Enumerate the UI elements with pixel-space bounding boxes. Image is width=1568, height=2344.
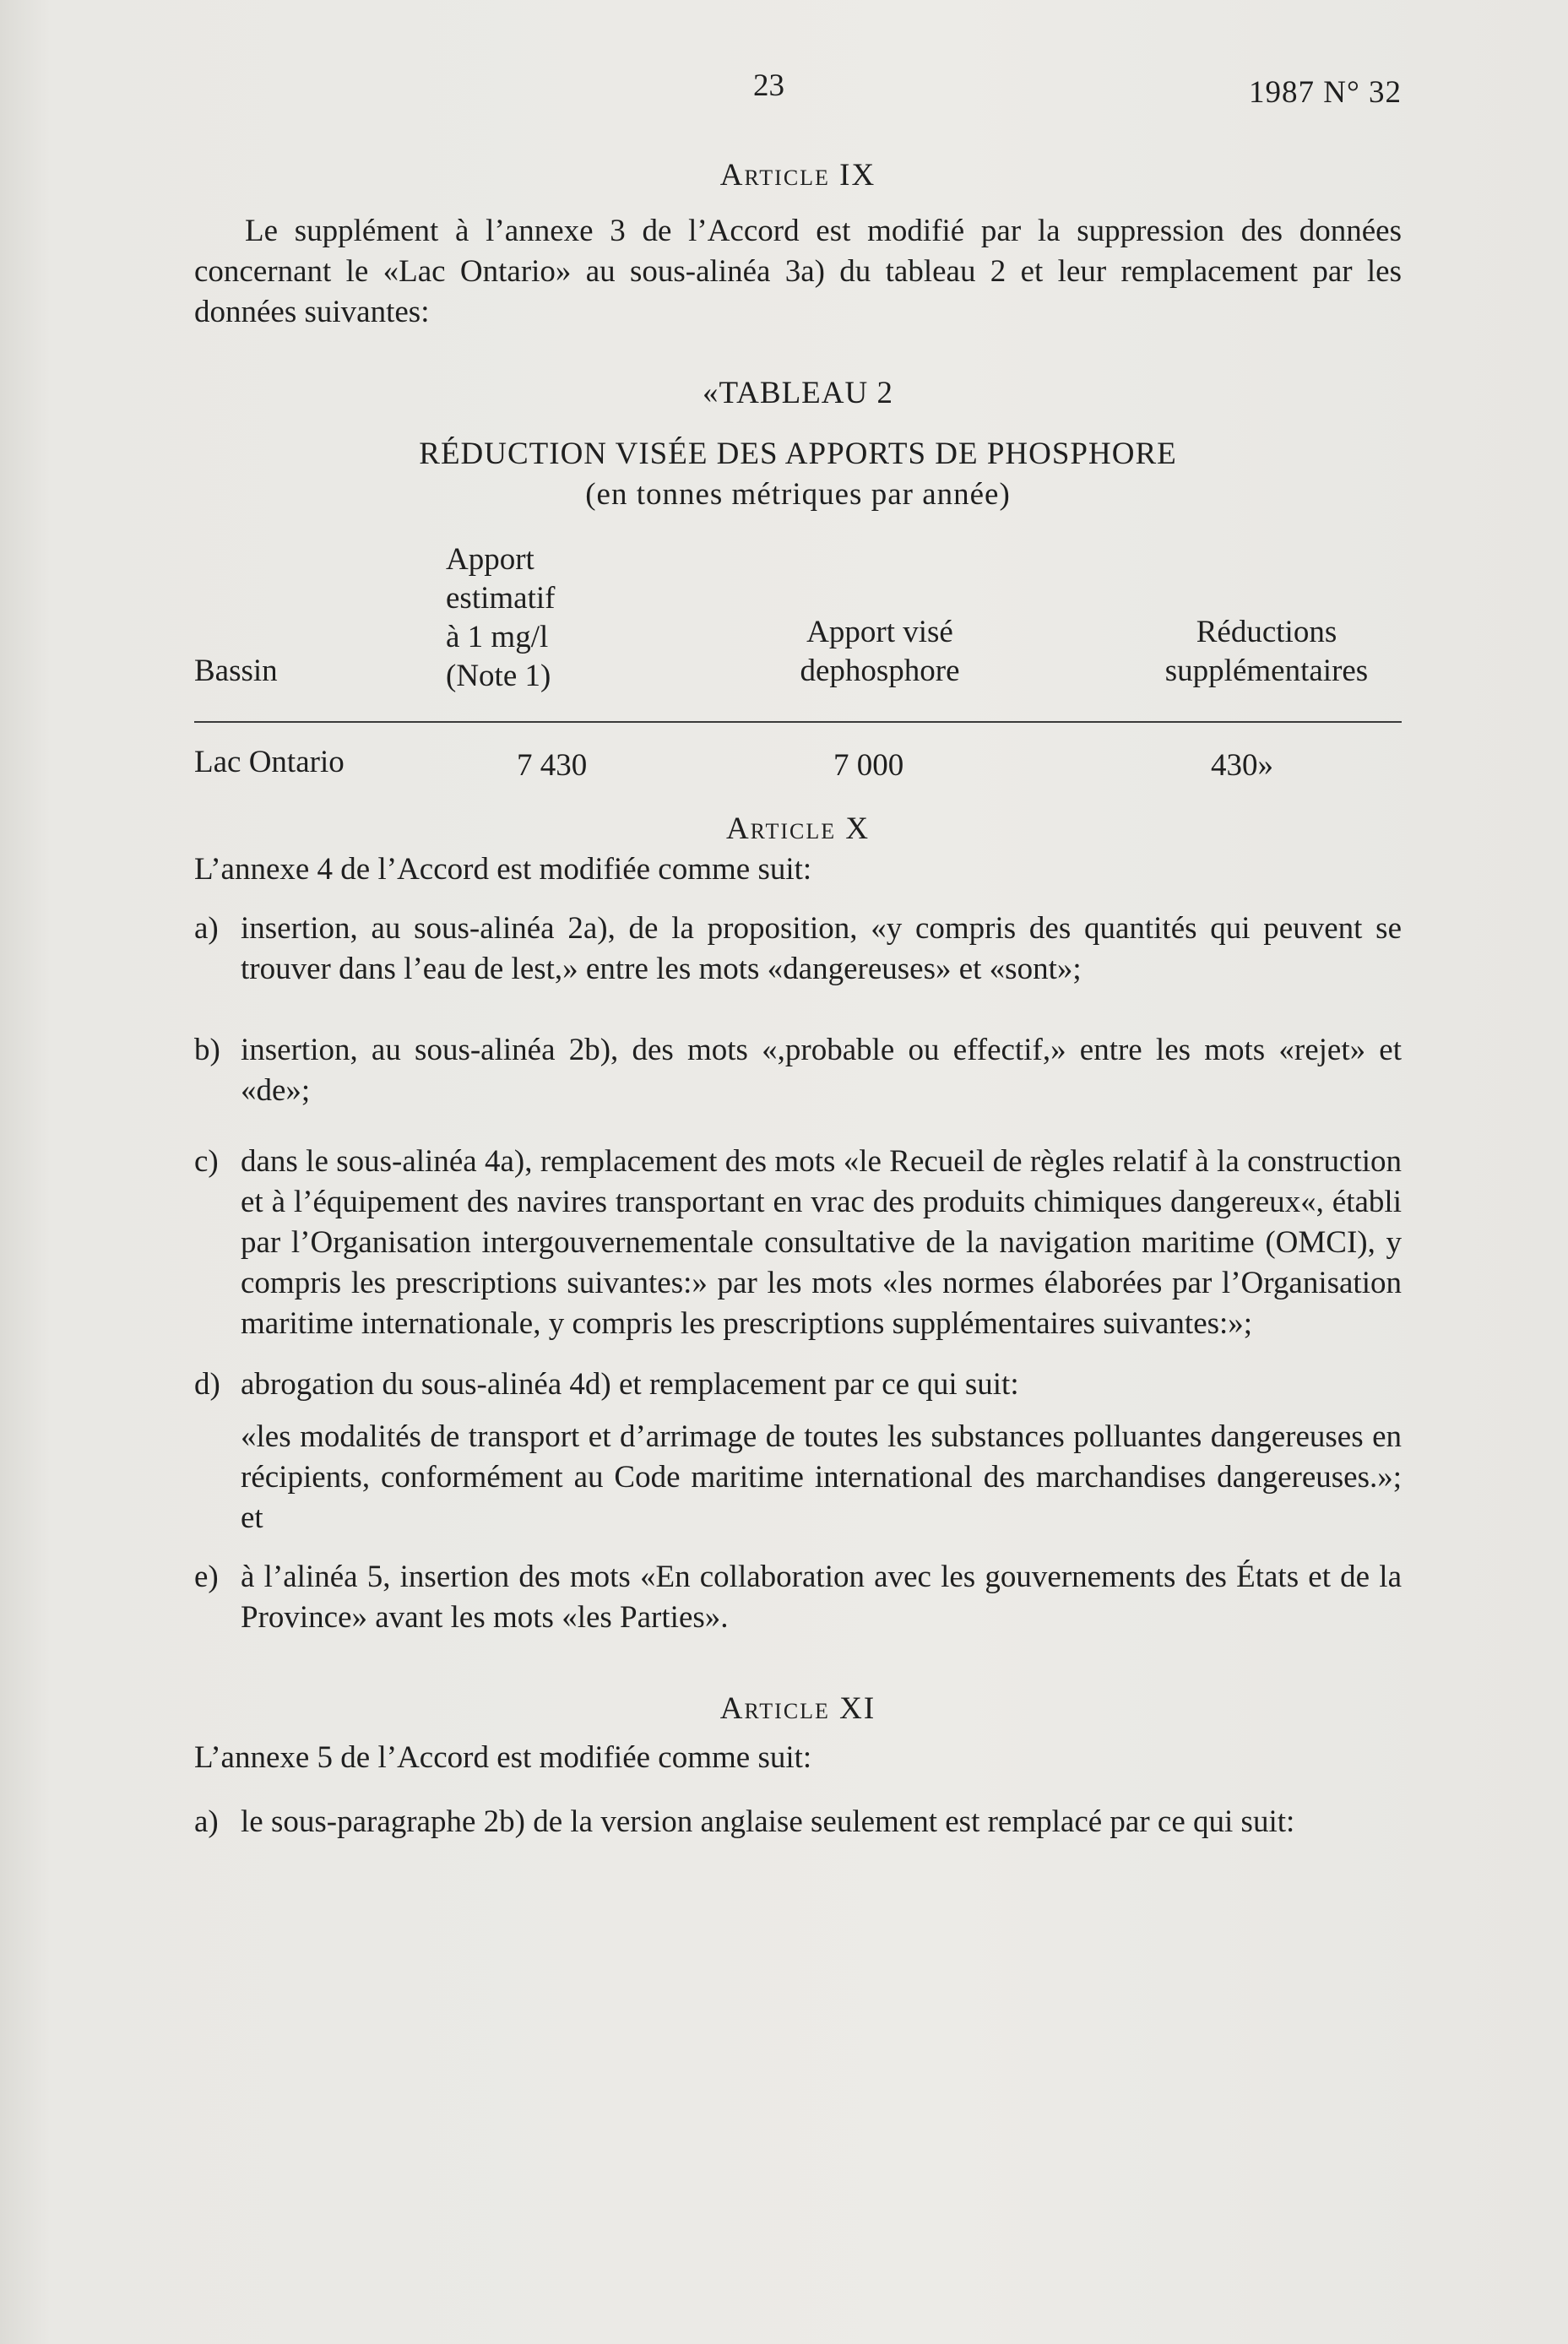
col-header-vise-line-1: Apport visé [806, 615, 953, 649]
item-text: insertion, au sous-alinéa 2a), de la proposition, «y compris des quantités qui peuvent se trouver dans l’eau de lest,» entre les mots «dangereuses» et «sont»; [241, 911, 1402, 986]
table-title: RÉDUCTION VISÉE DES APPORTS DE PHOSPHORE [419, 437, 1177, 471]
article-x-intro: L’annexe 4 de l’Accord est modifiée comme suit: [194, 852, 812, 887]
cell-vise: 7 000 [833, 748, 904, 783]
article-x-item-b [194, 1030, 1402, 1111]
item-text: dans le sous-alinéa 4a), remplacement des mots «le Recueil de règles relatif à la construction et à l’équipement des navires transportant en vrac des produits chimiques dangereux«, établi par l’Organisation intergouvernementale consultative de la navigation maritime (OMCI), y compris les prescriptions suivantes:» par les mots «les normes élaborées par l’Organisation maritime internationale, y compris les prescriptions supplémentaires suivantes:»; [241, 1144, 1402, 1341]
item-text: à l’alinéa 5, insertion des mots «En collaboration avec les gouvernements des États et de la Province» avant les mots «les Parties». [241, 1560, 1402, 1635]
cell-estimatif: 7 430 [517, 748, 588, 783]
table-label: «TABLEAU 2 [703, 376, 893, 410]
col-header-apport-line-2: estimatif [446, 581, 556, 616]
item-quote: «les modalités de transport et d’arrimage de toutes les substances polluantes dangereuses en récipients, conformément au Code maritime international des marchandises dangereuses.»; et [241, 1419, 1402, 1535]
article-x-item-d [194, 1365, 1402, 1538]
col-header-vise-line-2: dephosphore [800, 654, 960, 688]
col-header-red-line-1: Réductions [1196, 615, 1337, 649]
page-content [194, 59, 1402, 1842]
col-header-red-line-2: supplémentaires [1164, 654, 1369, 688]
item-text: abrogation du sous-alinéa 4d) et remplacement par ce qui suit: [241, 1367, 1019, 1402]
article-x-item-a [194, 909, 1402, 990]
article-x-item-c [194, 1142, 1402, 1344]
article-xi-heading: Article XI [719, 1691, 876, 1726]
col-header-apport-line-4: (Note 1) [446, 659, 551, 693]
item-label: b) [194, 1033, 220, 1067]
table-subtitle: (en tonnes métriques par année) [585, 477, 1011, 512]
col-header-basin: Bassin [194, 654, 278, 688]
table-header [194, 540, 1402, 731]
item-text: le sous-paragraphe 2b) de la version anglaise seulement est remplacé par ce qui suit: [241, 1804, 1295, 1839]
article-x-heading: Article X [725, 811, 871, 846]
page-number: 23 [753, 68, 784, 103]
page-header [194, 59, 1402, 110]
col-header-apport-line-3: à 1 mg/l [446, 620, 549, 654]
item-label: d) [194, 1367, 220, 1402]
article-xi-intro: L’annexe 5 de l’Accord est modifiée comme suit: [194, 1740, 812, 1775]
col-header-apport-line-1: Apport [446, 542, 534, 577]
item-label: a) [194, 911, 219, 946]
col-header-apport-estimatif [446, 540, 555, 696]
table-header-rule [194, 721, 1402, 723]
article-xi-item-a [194, 1802, 1402, 1842]
item-label: c) [194, 1144, 219, 1179]
item-label: a) [194, 1804, 219, 1839]
article-ix-intro: Le supplément à l’annexe 3 de l’Accord est modifié par la suppression des données concernant le «Lac Ontario» au sous-alinéa 3a) du tableau 2 et leur remplacement par les données suivantes: [194, 214, 1402, 329]
col-header-apport-vise [783, 613, 977, 691]
cell-basin: Lac Ontario [194, 745, 345, 779]
col-header-reductions [1127, 613, 1406, 691]
item-label: e) [194, 1560, 219, 1594]
article-x-item-e [194, 1557, 1402, 1638]
issue-reference: 1987 N° 32 [1248, 75, 1402, 110]
table-row [194, 731, 1402, 790]
article-ix-heading: Article IX [719, 158, 876, 193]
cell-reductions: 430» [1211, 748, 1273, 783]
item-text: insertion, au sous-alinéa 2b), des mots «,probable ou effectif,» entre les mots «rejet» et «de»; [241, 1033, 1402, 1108]
